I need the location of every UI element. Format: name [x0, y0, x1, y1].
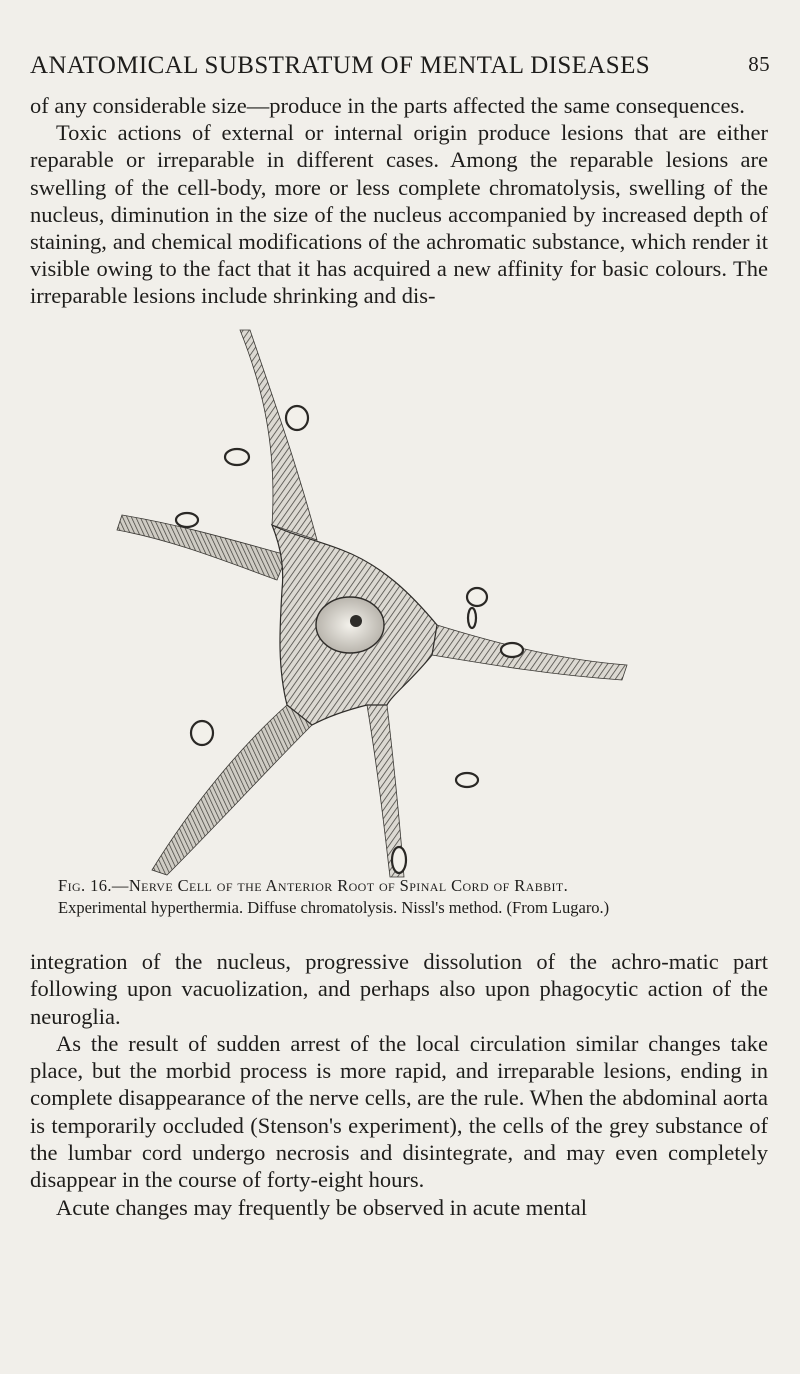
body-text-bottom [30, 948, 768, 1221]
figure-caption [30, 875, 768, 919]
figure-detail: Experimental hyperthermia. Diffuse chromatolysis. Nissl's method. (From Lugaro.) [58, 898, 610, 917]
paragraph-continuation: of any considerable size—produce in the parts affected the same consequences. [30, 93, 745, 118]
paragraph-integration: integration of the nucleus, progressive dissolution of the achro-matic part following upon vacuolization, and perhaps also upon phagocytic action of the neuroglia. [30, 949, 768, 1029]
paragraph-circulation-arrest: As the result of sudden arrest of the local circulation similar changes take place, but the morbid process is more rapid, and irreparable lesions, ending in complete disappearance of the nerve cells, are the rule. When the abdominal aorta is temporarily occluded (Stenson's experiment), the cells of the grey substance of the lumbar cord undergo necrosis and disintegrate, and may even completely disappear in the course of forty-eight hours. [30, 1030, 768, 1193]
nerve-cell-illustration [112, 325, 632, 880]
figure-nerve-cell [112, 325, 632, 880]
dendrite-left [117, 515, 287, 580]
nucleolus [350, 615, 362, 627]
running-head-title: ANATOMICAL SUBSTRATUM OF MENTAL DISEASES [30, 52, 651, 79]
dendrite-right [432, 625, 627, 680]
nucleus [316, 597, 384, 653]
dendrite-bottom-left [152, 705, 312, 875]
dendrite-top [240, 330, 317, 540]
running-head [30, 52, 770, 80]
figure-title: —Nerve Cell of the Anterior Root of Spinal Cord of Rabbit. [111, 876, 569, 895]
paragraph-acute-changes: Acute changes may frequently be observed in acute mental [56, 1194, 588, 1220]
figure-label: Fig. 16. [58, 876, 112, 895]
body-text-top [30, 92, 768, 310]
page-number: 85 [748, 52, 770, 76]
paragraph-toxic-actions: Toxic actions of external or internal origin produce lesions that are either reparable or irreparable in different cases. Among the reparable lesions are swelling of the cell-body, more or less complete chromatolysis, swelling of the nucleus, diminution in the size of the nucleus accompanied by increased depth of staining, and chemical modifications of the achromatic substance, which render it visible owing to the fact that it has acquired a new affinity for basic colours. The irreparable lesions include shrinking and dis- [30, 120, 768, 309]
